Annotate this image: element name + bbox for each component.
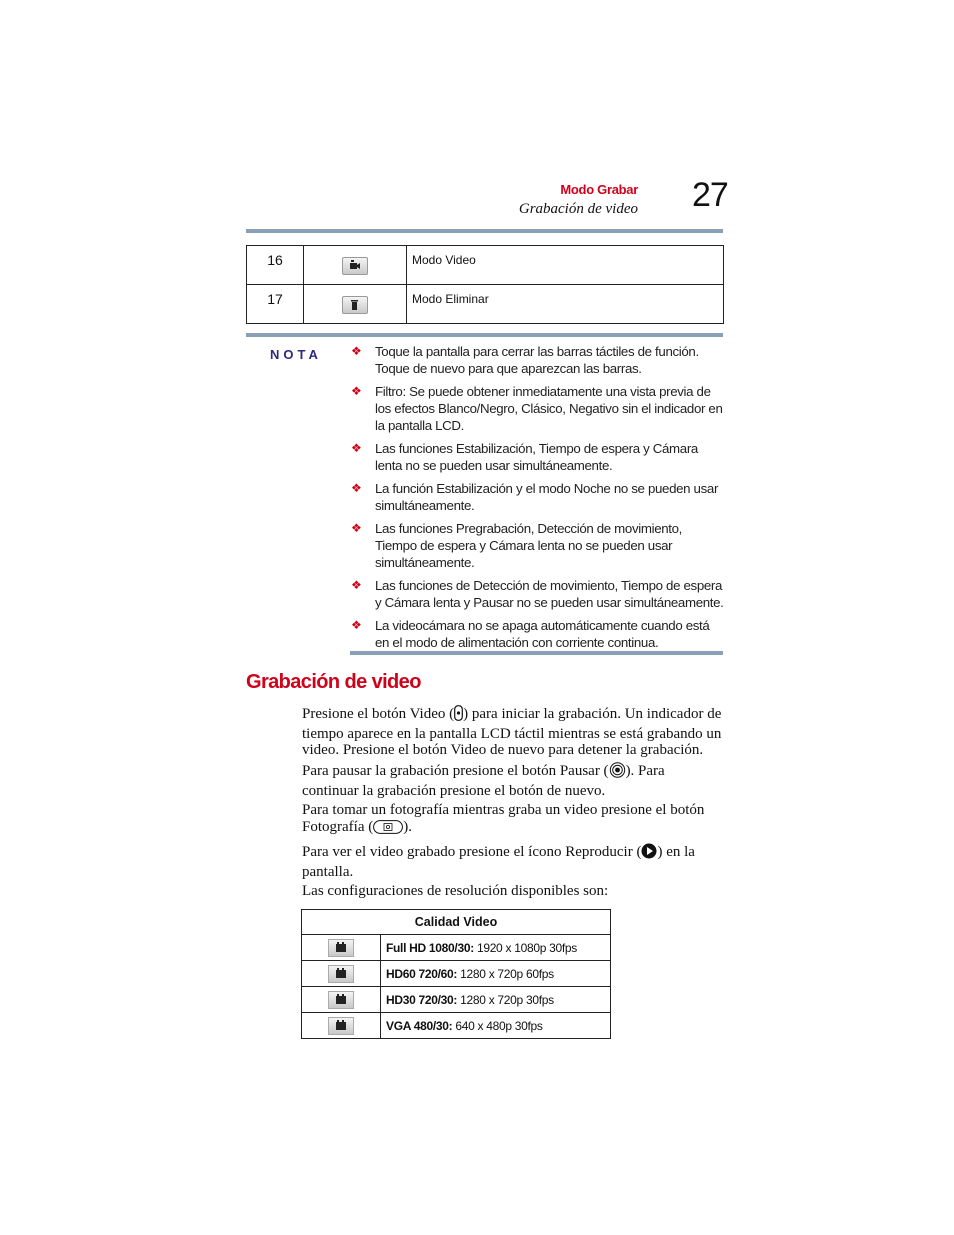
note-divider-top (246, 333, 723, 337)
paragraph: Para pausar la grabación presione el botón Pausar ( ). Para continuar la grabación presione el botón de nuevo. (302, 763, 665, 799)
hd30-icon (328, 991, 354, 1009)
section-title: Grabación de video (246, 671, 421, 693)
row-number: 17 (247, 285, 304, 324)
bullet-icon: ❖ (351, 578, 362, 592)
header-subsection: Grabación de video (518, 201, 638, 217)
resolution-detail: 1920 x 1080p 30fps (473, 940, 577, 955)
bullet-icon: ❖ (351, 618, 362, 632)
table-row (302, 987, 611, 1013)
list-item: ❖ Las funciones de Detección de movimiento, Tiempo de espera y Cámara lenta y Pausar no se pueden usar simultáneamente. (351, 578, 724, 610)
video-mode-icon (342, 257, 368, 275)
list-item: ❖ Las funciones Pregrabación, Detección de movimiento, Tiempo de espera y Cámara lenta no se pueden usar simultáneamente. (351, 521, 683, 570)
list-item: ❖ Las funciones Estabilización, Tiempo de espera y Cámara lenta no se pueden usar simultáneamente. (351, 441, 698, 473)
resolution-table (301, 909, 611, 1039)
full-hd-icon (328, 939, 354, 957)
list-item: ❖ La función Estabilización y el modo Noche no se pueden usar simultáneamente. (351, 481, 719, 513)
table-row (302, 1013, 611, 1039)
trash-icon (342, 296, 368, 314)
resolution-name: Full HD 1080/30: (386, 940, 474, 955)
table-row (302, 935, 611, 961)
pause-button-icon (609, 762, 626, 783)
resolution-detail: 1280 x 720p 30fps (457, 992, 554, 1007)
note-label: NOTA (270, 347, 322, 362)
list-item: ❖ La videocámara no se apaga automáticamente cuando está en el modo de alimentación con corriente continua. (351, 618, 710, 650)
table-row (247, 246, 724, 285)
bullet-icon: ❖ (351, 441, 362, 455)
page-number: 27 (692, 176, 728, 214)
video-button-icon (454, 705, 463, 726)
play-icon (641, 843, 657, 864)
paragraph: Para tomar un fotografía mientras graba un video presione el botón Fotografía ( ). (302, 802, 724, 838)
note-divider-bottom (350, 651, 723, 655)
table-header: Calidad Video (302, 910, 611, 935)
vga-icon (328, 1017, 354, 1035)
resolution-name: VGA 480/30: (386, 1018, 453, 1033)
paragraph: Presione el botón Video ( ) para iniciar la grabación. Un indicador de tiempo aparece en la pantalla LCD táctil mientras se está grabando un video. Presione el botón Video de nuevo para detener la grabación. (302, 706, 722, 758)
bullet-icon: ❖ (351, 481, 362, 495)
header-divider (246, 229, 723, 233)
table-row (247, 285, 724, 324)
mode-label: Modo Video (407, 246, 724, 285)
list-item: ❖ Toque la pantalla para cerrar las barras táctiles de función. Toque de nuevo para que aparezcan las barras. (351, 344, 699, 376)
resolution-name: HD60 720/60: (386, 966, 458, 981)
hd60-icon (328, 965, 354, 983)
resolution-name: HD30 720/30: (386, 992, 458, 1007)
paragraph: Las configuraciones de resolución disponibles son: (302, 883, 609, 899)
bullet-icon: ❖ (351, 344, 362, 358)
note-list (350, 343, 725, 657)
bullet-icon: ❖ (351, 521, 362, 535)
header-section: Modo Grabar (560, 182, 638, 197)
list-item: ❖ Filtro: Se puede obtener inmediatamente una vista previa de los efectos Blanco/Negro, Clásico, Negativo sin el indicador en la pantalla LCD. (351, 384, 723, 433)
mode-table (246, 245, 724, 324)
resolution-detail: 1280 x 720p 60fps (457, 966, 554, 981)
resolution-detail: 640 x 480p 30fps (452, 1018, 543, 1033)
mode-label: Modo Eliminar (407, 285, 724, 324)
photo-button-icon (373, 820, 403, 839)
table-row (302, 961, 611, 987)
paragraph: Para ver el video grabado presione el ícono Reproducir ( ) en la pantalla. (302, 844, 695, 880)
row-number: 16 (247, 246, 304, 285)
table-header-row (302, 910, 611, 935)
bullet-icon: ❖ (351, 384, 362, 398)
